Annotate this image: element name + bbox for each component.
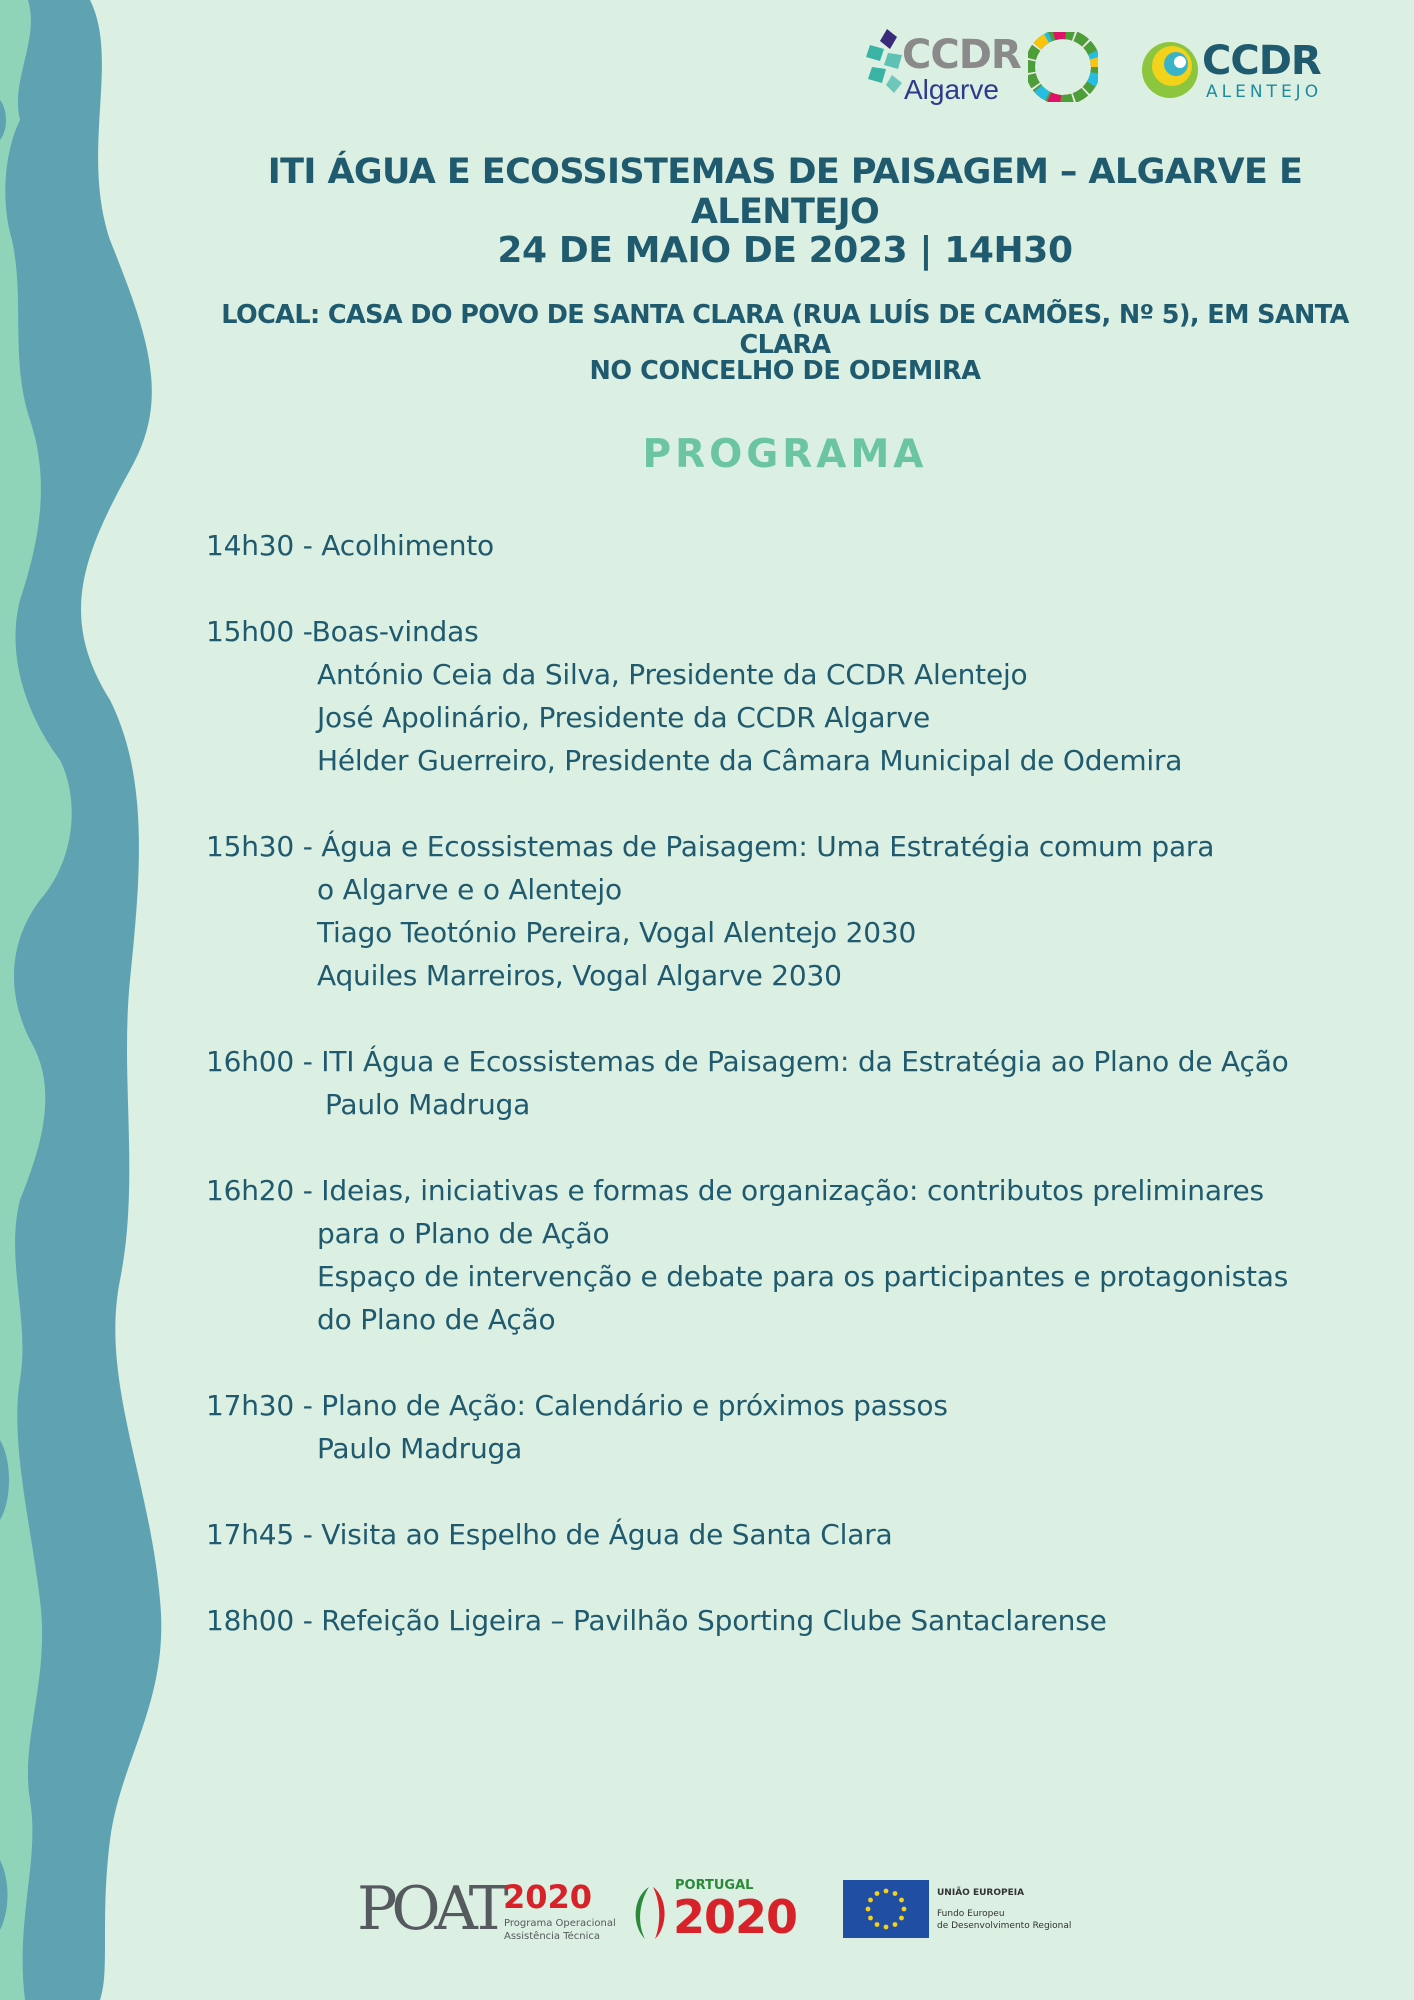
agenda-item-detail: Paulo Madruga <box>325 1088 531 1121</box>
event-location: LOCAL: CASA DO POVO DE SANTA CLARA (RUA LUÍS DE CAMÕES, Nº 5), EM SANTA CLARA <box>221 300 1349 360</box>
agenda <box>206 524 1376 1642</box>
agenda-item-main: 15h30 - Água e Ecossistemas de Paisagem: Uma Estratégia comum para <box>206 830 1215 863</box>
agenda-item-1620 <box>206 1169 1376 1341</box>
agenda-item-main: 14h30 - Acolhimento <box>206 529 494 562</box>
agenda-item-main: 16h20 - Ideias, iniciativas e formas de organização: contributos preliminares <box>206 1174 1264 1207</box>
portugal-2020-label: PORTUGAL <box>675 1878 754 1893</box>
agenda-item-detail: António Ceia da Silva, Presidente da CCDR Alentejo <box>317 658 1028 691</box>
decorative-wave <box>0 0 170 2000</box>
eu-line1: Fundo Europeu <box>937 1909 1005 1919</box>
eu-feder-logo <box>843 1880 1075 1942</box>
agenda-item-detail: Tiago Teotónio Pereira, Vogal Alentejo 2030 <box>317 916 917 949</box>
agenda-item-main: 17h30 - Plano de Ação: Calendário e próximos passos <box>206 1389 948 1422</box>
agenda-item-main: 16h00 - ITI Água e Ecossistemas de Paisagem: da Estratégia ao Plano de Ação <box>206 1045 1289 1078</box>
ccdr-alentejo-wordmark: CCDR <box>1202 38 1321 84</box>
agenda-item-detail: José Apolinário, Presidente da CCDR Algarve <box>317 701 931 734</box>
ccdr-algarve-wordmark: CCDR <box>902 32 1021 78</box>
portugal-2020-logo <box>627 1878 817 1948</box>
agenda-item-main: 18h00 - Refeição Ligeira – Pavilhão Sporting Clube Santaclarense <box>206 1604 1107 1637</box>
eu-line2: de Desenvolvimento Regional <box>937 1921 1072 1931</box>
sdg-wheel-icon <box>1028 32 1098 102</box>
bottom-logos <box>355 1874 1075 1948</box>
agenda-item-1530 <box>206 825 1376 997</box>
agenda-item-1730 <box>206 1384 1376 1470</box>
agenda-item-detail: Espaço de intervenção e debate para os participantes e protagonistas <box>317 1260 1289 1293</box>
agenda-item-main: 15h00 -Boas-vindas <box>206 615 479 648</box>
poat-line1: Programa Operacional <box>504 1918 616 1929</box>
alentejo-sun-icon <box>1140 30 1204 104</box>
programa-heading: PROGRAMA <box>642 432 928 477</box>
event-municipality: NO CONCELHO DE ODEMIRA <box>589 356 981 386</box>
poat-2020-logo <box>355 1874 616 1948</box>
agenda-item-1430 <box>206 524 1376 567</box>
agenda-item-detail: Paulo Madruga <box>317 1432 523 1465</box>
agenda-item-detail: para o Plano de Ação <box>317 1217 610 1250</box>
event-title: ITI ÁGUA E ECOSSISTEMAS DE PAISAGEM – ALGARVE E ALENTEJO <box>267 152 1303 232</box>
event-date: 24 DE MAIO DE 2023 | 14H30 <box>497 230 1073 271</box>
agenda-item-1500 <box>206 610 1376 782</box>
ccdr-alentejo-logo <box>1140 30 1340 110</box>
agenda-item-1800 <box>206 1599 1376 1642</box>
ccdr-alentejo-subtitle: ALENTEJO <box>1206 82 1323 102</box>
agenda-item-1745 <box>206 1513 1376 1556</box>
ccdr-algarve-logo <box>860 22 1100 112</box>
ccdr-algarve-subtitle: Algarve <box>904 74 999 105</box>
agenda-item-detail: do Plano de Ação <box>317 1303 556 1336</box>
poat-year: 2020 <box>503 1878 593 1916</box>
eu-title: UNIÃO EUROPEIA <box>937 1888 1025 1898</box>
agenda-item-detail: o Algarve e o Alentejo <box>317 873 622 906</box>
agenda-item-detail: Hélder Guerreiro, Presidente da Câmara Municipal de Odemira <box>317 744 1183 777</box>
agenda-item-detail: Aquiles Marreiros, Vogal Algarve 2030 <box>317 959 842 992</box>
poat-wordmark: POAT <box>357 1874 503 1944</box>
eu-flag-icon <box>843 1880 929 1938</box>
top-logos <box>860 22 1340 112</box>
agenda-item-main: 17h45 - Visita ao Espelho de Água de Santa Clara <box>206 1518 893 1551</box>
portugal-2020-mark-icon <box>627 1883 671 1943</box>
portugal-2020-year: 2020 <box>673 1890 798 1944</box>
poat-line2: Assistência Técnica <box>504 1931 601 1942</box>
agenda-item-1600 <box>206 1040 1376 1126</box>
